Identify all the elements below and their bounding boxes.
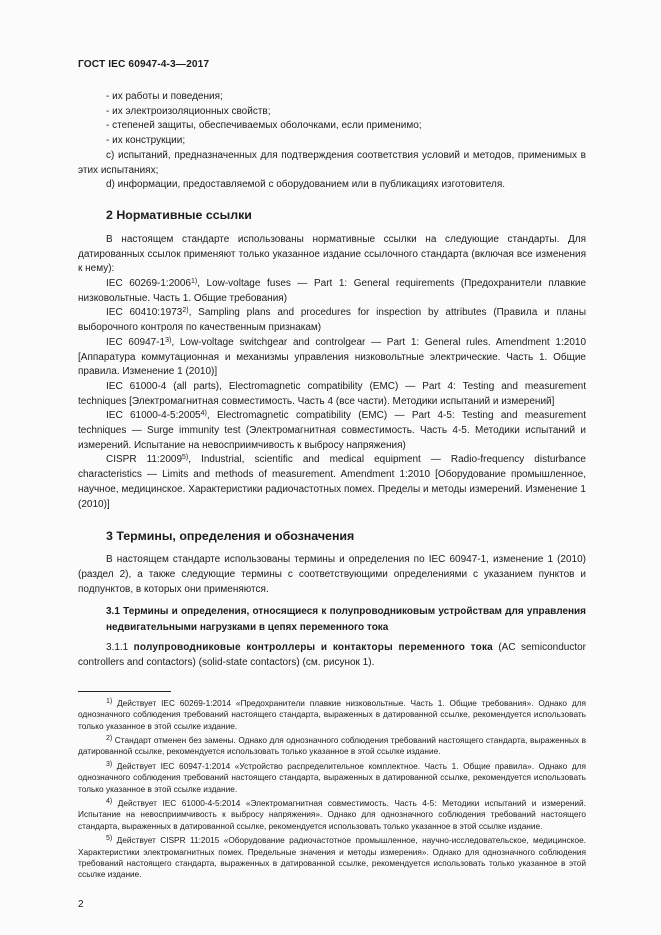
footnote-mark: 2) <box>182 307 189 315</box>
reference-code: IEC 61000-4-5:2005 <box>106 410 201 422</box>
reference-text: , Sampling plans and procedures for inspection by attributes (Правила и планы выборочного контроля по качественным признакам) <box>78 307 587 334</box>
reference-code: IEC 60410:1973 <box>106 307 183 319</box>
reference-item <box>78 277 586 306</box>
reference-item <box>78 336 586 380</box>
footnote-mark: 4) <box>200 410 207 418</box>
page-body <box>78 90 586 884</box>
reference-code: IEC 60947-1 <box>106 336 166 348</box>
reference-text: , Low-voltage switchgear and controlgear — Part 1: General rules. Amendment 1:2010 [Аппаратура коммутационная и механизмы управления низковольтные электрические. Часть 1. Общие правила. Изменение 1 (2010)] <box>78 336 587 378</box>
reference-item <box>78 409 586 453</box>
footnote-mark: 1) <box>190 278 198 286</box>
section-3-intro: В настоящем стандарте использованы термины и определения по IEC 60947-1, изменение 1 (2010) (раздел 2), а также следующие термины с соответствующими определениями с указанием пунктов и подпунктов, в которых они применяются. <box>78 554 586 595</box>
reference-item <box>78 380 586 409</box>
property-list <box>78 90 586 149</box>
term-3-1-1 <box>78 641 586 670</box>
page-number: 2 <box>78 899 84 910</box>
footnote-mark: 4) <box>106 798 113 806</box>
item-d: d) информации, предоставляемой с оборудованием или в публикациях изготовителя. <box>106 179 506 191</box>
section-3-title: 3 Термины, определения и обозначения <box>106 529 355 544</box>
list-item: - их работы и поведения; <box>106 91 223 102</box>
reference-text: , Low-voltage fuses — Part 1: General requirements (Предохранители плавкие низковольтные. Часть 1. Общие требования) <box>78 278 587 304</box>
footnote-text: Действует IEC 60269-1:2014 «Предохранители плавкие низковольтные. Часть 1. Общие требования». Однако для однозначного соблюдения требований настоящего стандарта, выраженных в датированной ссылке, рекомендуется использовать только указанное в этой ссылке издание. <box>78 697 586 731</box>
footnote-divider <box>78 691 171 692</box>
reference-text: , Electromagnetic compatibility (EMC) — Part 4: Testing and measurement techniques [Электромагнитная совместимость. Часть 4 (все части). Методики испытаний и измерений] <box>78 380 586 407</box>
list-item: - их электроизоляционных свойств; <box>106 105 271 117</box>
reference-code: IEC 60269-1:2006 <box>106 278 191 290</box>
subsection-3-1-title: 3.1 Термины и определения, относящиеся к полупроводниковым устройствам для управления недвигательными нагрузками в цепях переменного тока <box>106 606 586 634</box>
section-2-intro: В настоящем стандарте использованы нормативные ссылки на следующие стандарты. Для датированных ссылок применяют только указанное издание ссылочного стандарта (включая все изменения к нему): <box>78 233 586 275</box>
term-name: полупроводниковые контроллеры и контакторы переменного тока <box>133 642 493 654</box>
reference-code: IEC 61000-4 (all parts) <box>106 380 220 392</box>
section-2-title: 2 Нормативные ссылки <box>106 207 252 222</box>
footnote <box>78 835 586 881</box>
footnote <box>78 698 586 732</box>
footnote-mark: 2) <box>106 735 113 743</box>
footnote <box>78 735 586 758</box>
reference-code: CISPR 11:2009 <box>106 454 183 466</box>
footnote-mark: 3) <box>106 760 113 768</box>
footnote-text: Действует CISPR 11:2015 «Оборудование радиочастотное промышленное, научно-исследовательское, медицинское. Характеристики электромагнитных помех. Предельные значения и методы измерения». Однако для однозначного соблюдения требований настоящего стандарта, выраженных в датированной ссылке, рекомендуется использовать только указанное в этой ссылке издание. <box>78 835 586 880</box>
reference-item <box>78 306 586 335</box>
footnote-text: Действует IEC 60947-1:2014 «Устройство распределительное комплектное. Часть 1. Общие правила». Однако для однозначного соблюдения требований настоящего стандарта, выраженных в датированной ссылке, рекомендуется использовать только указанное в этой ссылке издание. <box>78 760 586 794</box>
page-header: ГОСТ IEC 60947-4-3—2017 <box>78 59 210 70</box>
reference-text: , Electromagnetic compatibility (EMC) — Part 4-5: Testing and measurement techniques — Surge immunity test (Электромагнитная совместимость. Часть 4-5. Методики испытаний и измерений. Испытание на невосприимчивость к выбросу напряжения) <box>78 410 586 451</box>
term-definition: (AC semiconductor controllers and contactors) (solid-state contactors) (см. рисунок 1). <box>78 642 586 669</box>
footnote-text: Действует IEC 61000-4-5:2014 «Электромагнитная совместимость. Часть 4-5: Методики испытаний и измерений. Испытание на невосприимчивость к выбросу напряжения». Однако для однозначного соблюдения требований настоящего стандарта, выраженных в датированной ссылке, рекомендуется использовать только указанное в этой ссылке издание. <box>78 798 586 831</box>
footnote-mark: 5) <box>106 835 113 843</box>
footnote-mark: 1) <box>106 697 113 705</box>
item-c: с) испытаний, предназначенных для подтверждения соответствия условий и методов, применимых в этих испытаниях; <box>78 149 586 176</box>
list-item: - их конструкции; <box>106 135 186 147</box>
footnote <box>78 798 586 832</box>
footnote-mark: 3) <box>165 336 172 344</box>
footnote-mark: 5) <box>182 454 189 462</box>
list-item: - степеней защиты, обеспечиваемых оболочками, если применимо; <box>106 120 422 132</box>
reference-item <box>78 453 586 512</box>
footnote-text: Стандарт отменен без замены. Однако для однозначного соблюдения требований настоящего стандарта, выраженных в датированной ссылке, рекомендуется использовать только указанное в этой ссылке издание. <box>78 735 586 757</box>
footnotes <box>78 698 586 881</box>
footnote <box>78 761 586 795</box>
reference-text: , Industrial, scientific and medical equipment — Radio-frequency disturbance characteristics — Limits and methods of measurement. Amendment 1:2010 [Оборудование промышленное, научное, медицинское. Характеристики радиочастотных помех. Пределы и методы измерений. Изменение 1 (2010)] <box>78 454 586 510</box>
term-number: 3.1.1 <box>106 642 129 654</box>
